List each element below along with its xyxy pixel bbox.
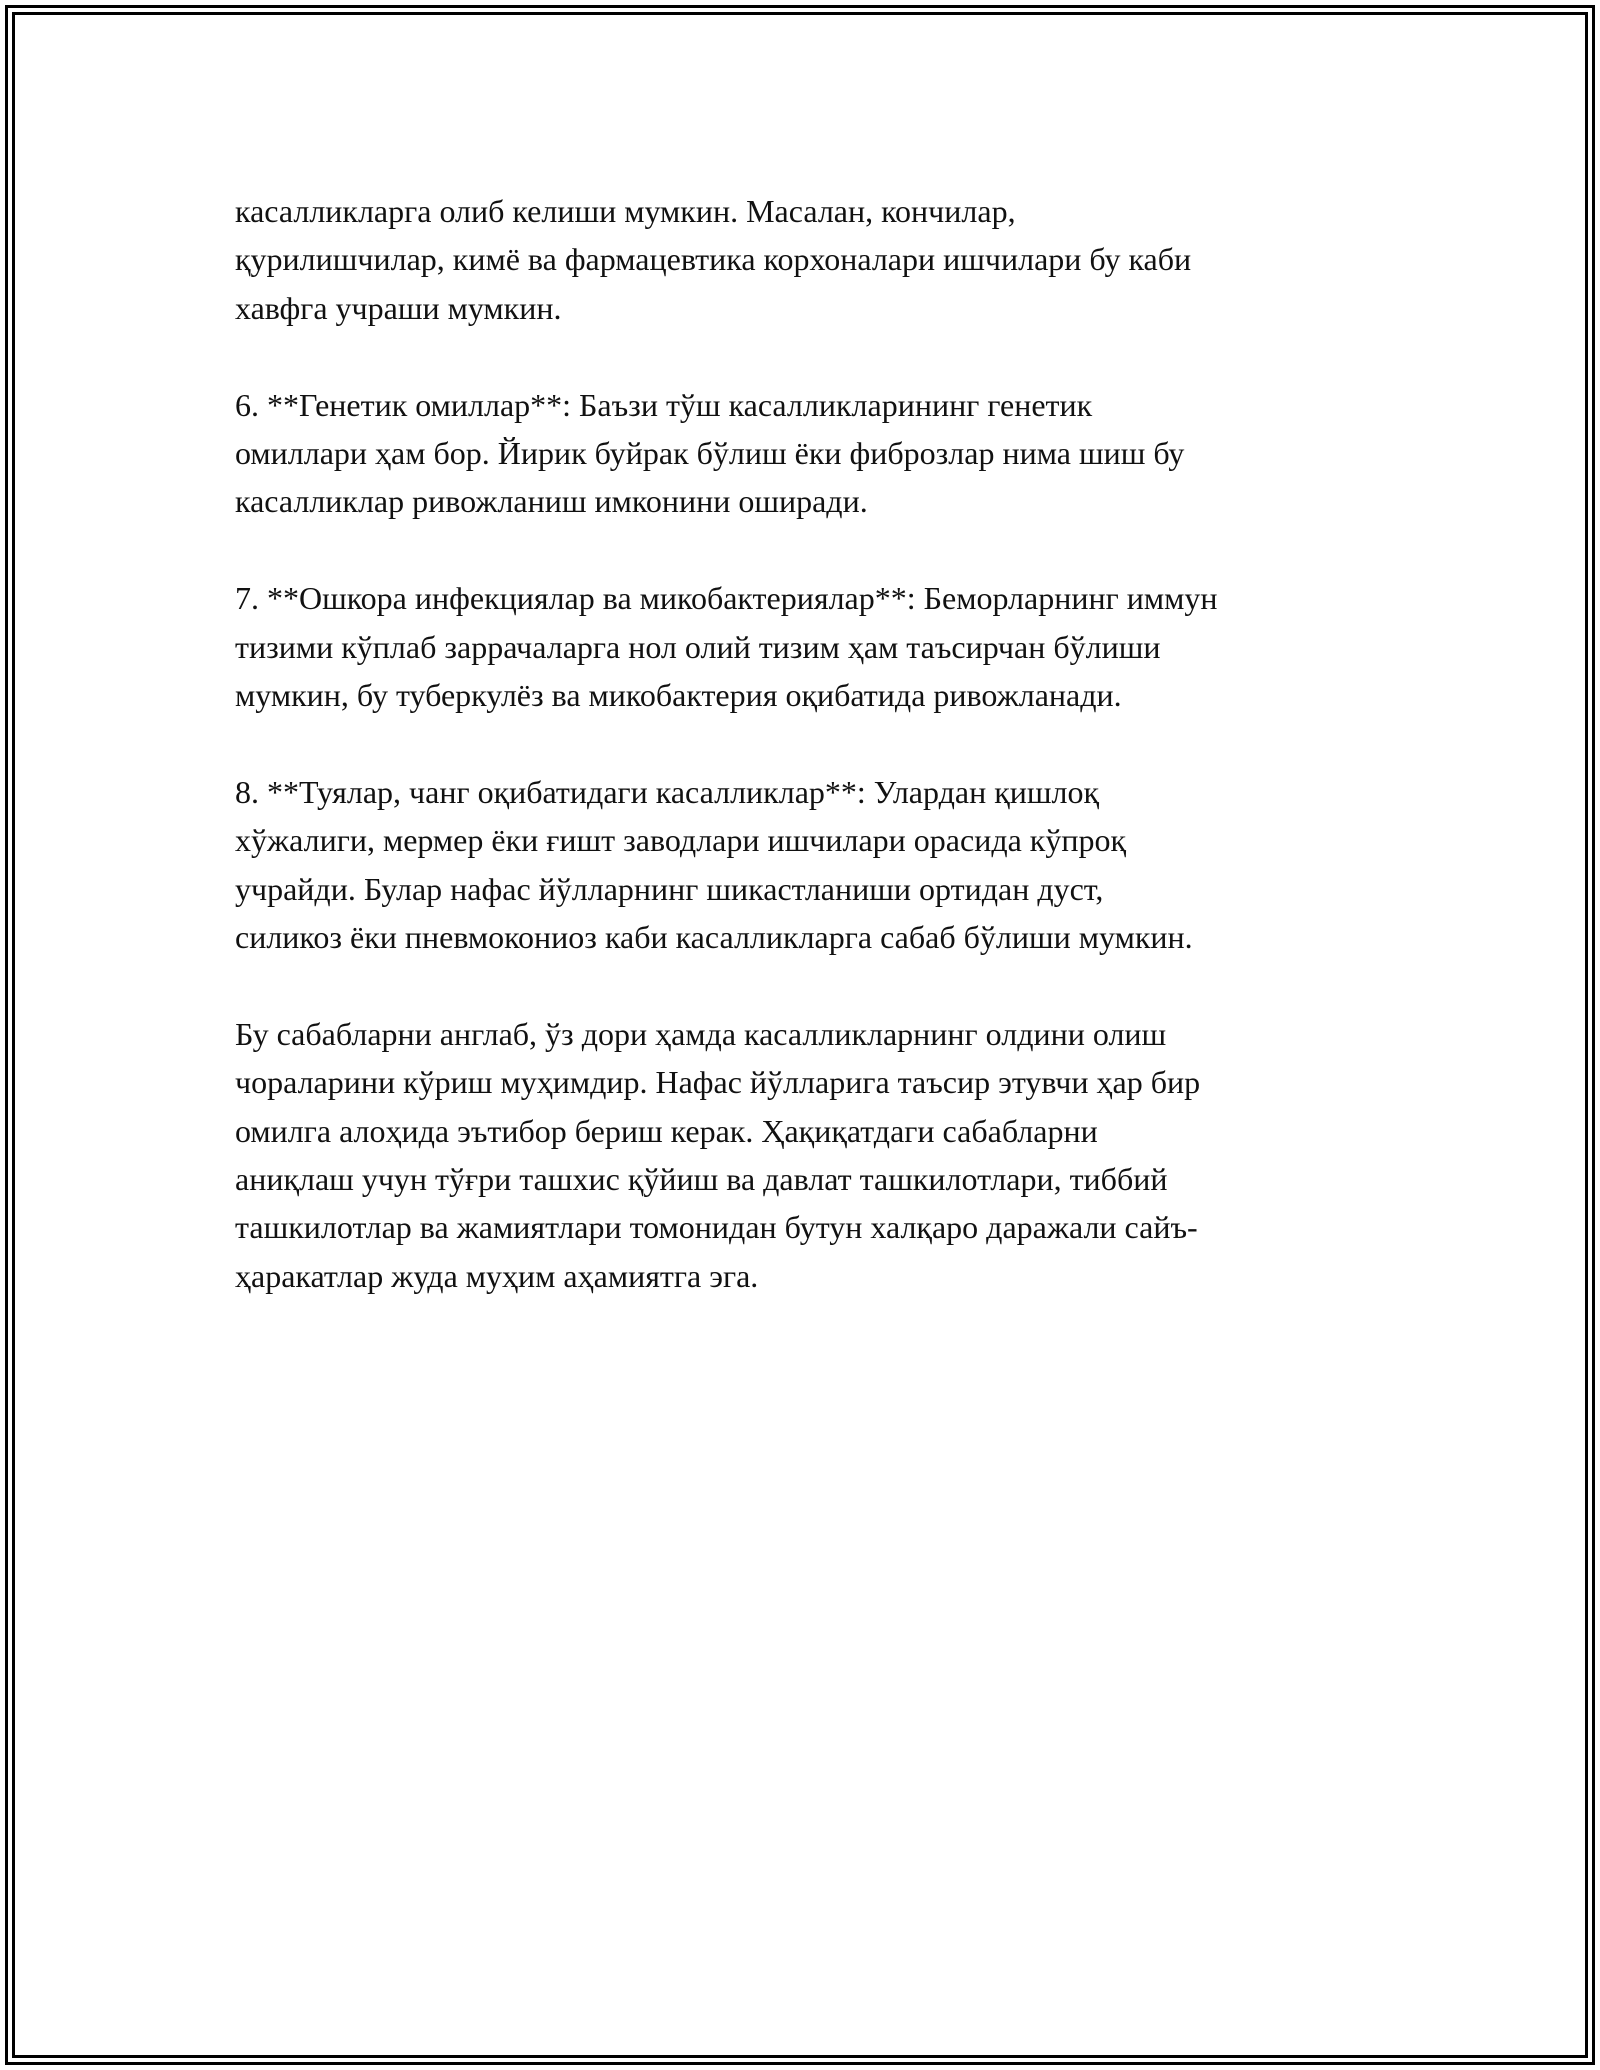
paragraph-item-7	[235, 574, 1375, 719]
text-line: учрайди. Булар нафас йўлларнинг шикастланиши ортидан дуст,	[235, 870, 1104, 907]
text-line: 8. **Туялар, чанг оқибатидаги касалликлар**: Улардан қишлоқ	[235, 773, 1100, 810]
text-line: хавфга учраши мумкин.	[235, 289, 562, 326]
text-line: ташкилотлар ва жамиятлари томонидан бутун халқаро даражали сайъ-	[235, 1209, 1198, 1246]
text-line: касалликлар ривожланиш имконини оширади.	[235, 483, 868, 520]
text-line: омилга алоҳида эътибор бериш керак. Ҳақиқатдаги сабабларни	[235, 1112, 1098, 1149]
text-line: чораларини кўриш муҳимдир. Нафас йўлларига таъсир этувчи ҳар бир	[235, 1064, 1201, 1101]
paragraph-continuation	[235, 187, 1375, 332]
text-line: хўжалиги, мермер ёки ғишт заводлари ишчилари орасида кўпроқ	[235, 822, 1127, 859]
text-line: Бу сабабларни англаб, ўз дори ҳамда касалликларнинг олдини олиш	[235, 1015, 1167, 1052]
text-line: касалликларга олиб келиши мумкин. Масалан, кончилар,	[235, 193, 1016, 229]
paragraph-conclusion	[235, 1010, 1375, 1300]
paragraph-item-6	[235, 381, 1375, 526]
text-line: ҳаракатлар жуда муҳим аҳамиятга эга.	[235, 1257, 759, 1294]
text-line: қурилишчилар, кимё ва фармацевтика корхоналари ишчилари бу каби	[235, 241, 1192, 278]
text-line: 6. **Генетик омиллар**: Баъзи тўш касалликларининг генетик	[235, 386, 1093, 423]
document-body	[235, 187, 1375, 1349]
text-line: омиллари ҳам бор. Йирик буйрак бўлиш ёки фиброзлар нима шиш бу	[235, 435, 1185, 472]
text-line: аниқлаш учун тўғри ташхис қўйиш ва давлат ташкилотлари, тиббий	[235, 1161, 1168, 1198]
text-line: мумкин, бу туберкулёз ва микобактерия оқибатида ривожланади.	[235, 677, 1122, 714]
text-line: тизими кўплаб заррачаларга нол олий тизим ҳам таъсирчан бўлиши	[235, 628, 1161, 665]
text-line: 7. **Ошкора инфекциялар ва микобактериялар**: Беморларнинг иммун	[235, 580, 1218, 617]
paragraph-item-8	[235, 768, 1375, 962]
text-line: силикоз ёки пневмокониоз каби касалликларга сабаб бўлиши мумкин.	[235, 919, 1193, 956]
